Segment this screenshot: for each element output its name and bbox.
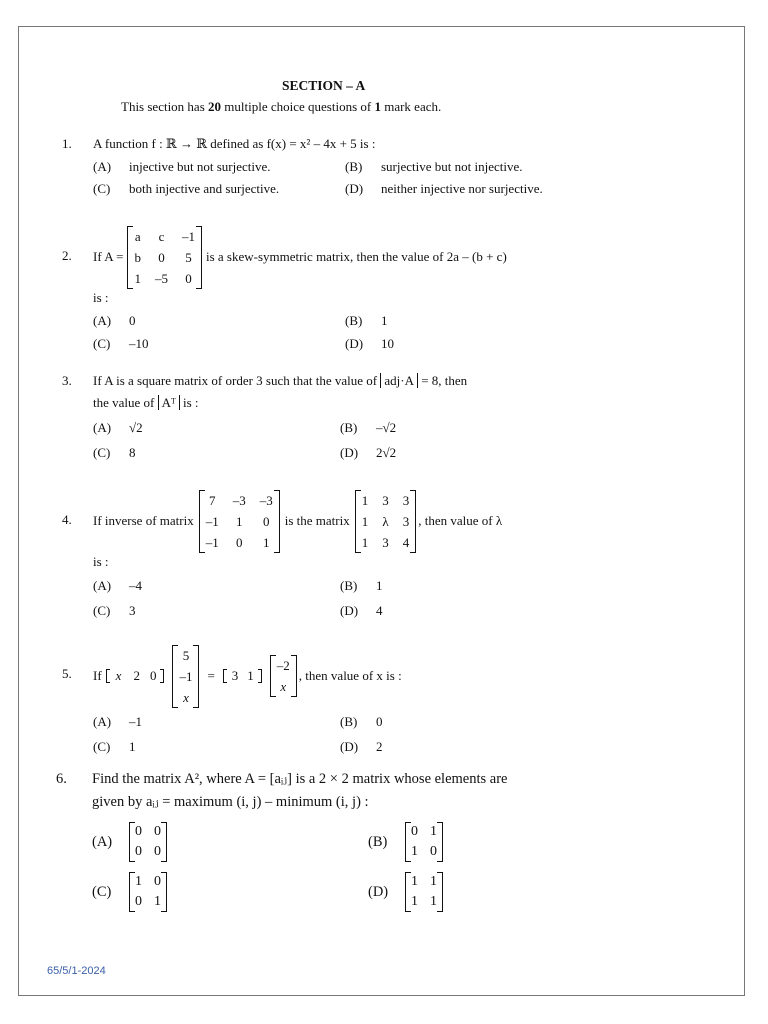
section-subtitle: This section has 20 multiple choice questions of 1 mark each. — [121, 99, 442, 114]
q1-text: A function f : ℝ → ℝ defined as f(x) = x² – 4x + 5 is : — [93, 136, 376, 151]
q5-number: 5. — [62, 666, 72, 681]
q5-option-a: (A) –1 — [93, 714, 142, 729]
q3-option-c: (C) 8 — [93, 445, 136, 460]
q5-option-d: (D) 2 — [340, 739, 383, 754]
q6-option-b-matrix: 0 1 1 0 — [405, 822, 443, 862]
q3-line1: If A is a square matrix of order 3 such that the value of adj·A = 8, then — [93, 373, 468, 388]
q4-option-a: (A) –4 — [93, 578, 142, 593]
q5-post: , then value of x is : — [298, 668, 402, 683]
q5-colvec-2: –2 x — [270, 655, 297, 697]
q5-option-c: (C) 1 — [93, 739, 136, 754]
q6-option-a-matrix: 0 0 0 0 — [129, 822, 167, 862]
q2-number: 2. — [62, 248, 72, 263]
q4-statement — [93, 489, 502, 553]
section-title: SECTION – A — [282, 78, 366, 93]
footer-code: 65/5/1-2024 — [47, 965, 106, 977]
q6-line1: Find the matrix A², where A = [aᵢⱼ] is a 2 × 2 matrix whose elements are — [92, 771, 508, 787]
q2-post: is a skew-symmetric matrix, then the value of 2a – (b + c) — [205, 249, 507, 264]
q5-statement — [93, 644, 402, 708]
q4-option-d: (D) 4 — [340, 603, 383, 618]
q6-option-a: (A) 0 0 0 0 — [92, 821, 167, 863]
q2-option-d: (D) 10 — [345, 336, 394, 351]
q5-equals: = — [207, 668, 215, 683]
q4-cont: is : — [93, 554, 109, 569]
q4-pre: If inverse of matrix — [93, 513, 194, 528]
q2-option-c: (C) –10 — [93, 336, 149, 351]
q1-number: 1. — [62, 136, 72, 151]
q2-cont: is : — [93, 290, 109, 305]
q4-post: , then value of λ — [418, 513, 503, 528]
q3-number: 3. — [62, 373, 72, 388]
q2-statement — [93, 225, 507, 289]
q5-colvec-1: 5 –1 x — [172, 645, 199, 708]
q4-option-c: (C) 3 — [93, 603, 136, 618]
q6-line2: given by aᵢⱼ = maximum (i, j) – minimum (i, j) : — [92, 794, 369, 810]
q6-number: 6. — [56, 771, 67, 787]
q1-option-c: (C) both injective and surjective. — [93, 181, 280, 196]
q4-matrix-1: 7 –3 –3 –1 1 0 –1 0 1 — [199, 490, 280, 553]
q5-rowvec-2: 3 1 — [223, 668, 262, 684]
q1-option-b: (B) surjective but not injective. — [345, 159, 523, 174]
q5-option-b: (B) 0 — [340, 714, 383, 729]
q4-option-b: (B) 1 — [340, 578, 383, 593]
q2-option-b: (B) 1 — [345, 313, 388, 328]
q3-line2: the value of Aᵀ is : — [93, 395, 199, 410]
q6-option-b: (B) 0 1 1 0 — [368, 821, 443, 863]
q5-rowvec-1: x 2 0 — [106, 668, 165, 684]
q3-option-d: (D) 2√2 — [340, 445, 397, 460]
q4-number: 4. — [62, 512, 72, 527]
q6-option-d-matrix: 1 1 1 1 — [405, 872, 443, 912]
q2-pre: If A = — [93, 249, 124, 264]
q4-matrix-2: 1 3 3 1 λ 3 1 3 4 — [355, 490, 417, 553]
q3-option-a: (A) √2 — [93, 420, 143, 435]
q6-option-c-matrix: 1 0 0 1 — [129, 872, 167, 912]
q5-pre: If — [93, 668, 102, 683]
q6-option-d: (D) 1 1 1 1 — [368, 871, 443, 913]
q4-mid: is the matrix — [284, 513, 350, 528]
q2-option-a: (A) 0 — [93, 313, 136, 328]
q6-option-c: (C) 1 0 0 1 — [92, 871, 167, 913]
q1-option-d: (D) neither injective nor surjective. — [345, 181, 543, 196]
q3-option-b: (B) –√2 — [340, 420, 397, 435]
q1-option-a: (A) injective but not surjective. — [93, 159, 271, 174]
q2-matrix: a c –1 b 0 5 1 –5 0 — [127, 226, 202, 289]
